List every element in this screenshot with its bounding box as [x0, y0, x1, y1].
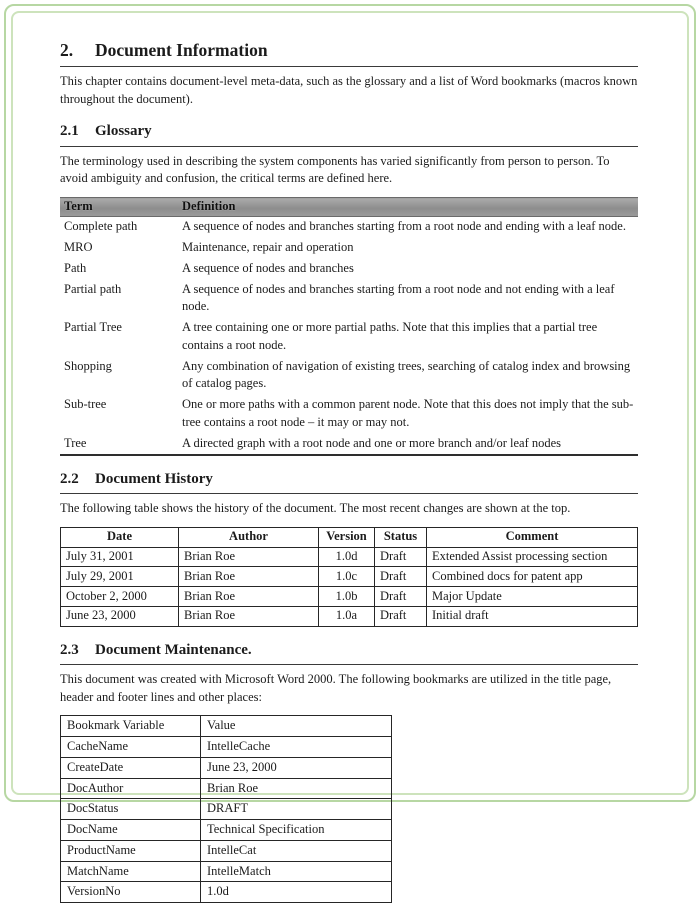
- variable-cell: DocAuthor: [61, 778, 201, 799]
- date-cell: October 2, 2000: [61, 587, 179, 607]
- table-row: [60, 216, 638, 237]
- history-header-status: Status: [375, 527, 427, 547]
- comment-cell: Major Update: [427, 587, 638, 607]
- value-cell: 1.0d: [201, 882, 392, 903]
- author-cell: Brian Roe: [179, 587, 319, 607]
- history-intro: The following table shows the history of the document. The most recent changes are shown at the top.: [60, 501, 571, 516]
- table-row: [61, 820, 392, 841]
- table-row: [61, 606, 638, 626]
- history-header-date: Date: [61, 527, 179, 547]
- definition-cell: Maintenance, repair and operation: [182, 240, 354, 255]
- table-row: [61, 882, 392, 903]
- term-cell: Tree: [64, 435, 87, 450]
- bookmark-table: [60, 715, 392, 903]
- status-cell: Draft: [375, 606, 427, 626]
- heading-title: Document History: [95, 470, 213, 487]
- term-cell: Shopping: [64, 358, 112, 373]
- glossary-intro: The terminology used in describing the system components has varied significantly from person to person. To avoid ambiguity and confusion, the critical terms are defined here.: [60, 153, 610, 186]
- status-cell: Draft: [375, 547, 427, 567]
- heading-number: 2.3: [60, 641, 79, 658]
- section-heading-2-3: [60, 640, 638, 661]
- term-cell: Partial path: [64, 281, 122, 296]
- value-cell: IntelleCache: [201, 737, 392, 758]
- table-row: [61, 861, 392, 882]
- definition-cell: A directed graph with a root node and one or more branch and/or leaf nodes: [182, 435, 562, 450]
- variable-cell: CreateDate: [61, 757, 201, 778]
- history-header-author: Author: [179, 527, 319, 547]
- term-cell: Path: [64, 260, 87, 275]
- value-cell: Technical Specification: [201, 820, 392, 841]
- version-cell: 1.0a: [319, 606, 375, 626]
- table-row: [61, 778, 392, 799]
- comment-cell: Extended Assist processing section: [427, 547, 638, 567]
- date-cell: June 23, 2000: [61, 606, 179, 626]
- variable-cell: VersionNo: [61, 882, 201, 903]
- table-row: [60, 279, 638, 318]
- definition-cell: Any combination of navigation of existing trees, searching of catalog index and browsing of catalog pages.: [182, 358, 631, 391]
- heading-rule: [60, 493, 638, 494]
- history-header-comment: Comment: [427, 527, 638, 547]
- definition-cell: A sequence of nodes and branches starting from a root node and not ending with a leaf node.: [182, 281, 615, 314]
- value-cell: Brian Roe: [201, 778, 392, 799]
- glossary-table: [60, 197, 638, 456]
- heading-number: 2.1: [60, 123, 79, 140]
- date-cell: July 31, 2001: [61, 547, 179, 567]
- bookmark-header-row: [61, 716, 392, 737]
- version-cell: 1.0c: [319, 567, 375, 587]
- glossary-header-row: [60, 198, 638, 217]
- comment-cell: Combined docs for patent app: [427, 567, 638, 587]
- table-row: [60, 238, 638, 259]
- glossary-header-term: Term: [60, 198, 178, 217]
- history-table: [60, 527, 638, 627]
- maintenance-intro: This document was created with Microsoft Word 2000. The following bookmarks are utilized in the title page, header and footer lines and other places:: [60, 671, 612, 704]
- term-cell: Partial Tree: [64, 320, 122, 335]
- table-row: [61, 737, 392, 758]
- table-row: [61, 567, 638, 587]
- table-row: [60, 395, 638, 434]
- table-row: [60, 318, 638, 357]
- value-cell: June 23, 2000: [201, 757, 392, 778]
- date-cell: July 29, 2001: [61, 567, 179, 587]
- heading-rule: [60, 66, 638, 67]
- variable-cell: DocStatus: [61, 799, 201, 820]
- table-row: [60, 258, 638, 279]
- table-row: [61, 840, 392, 861]
- heading-rule: [60, 664, 638, 665]
- value-cell: IntelleCat: [201, 840, 392, 861]
- version-cell: 1.0b: [319, 587, 375, 607]
- history-header-version: Version: [319, 527, 375, 547]
- variable-cell: MatchName: [61, 861, 201, 882]
- heading-title: Document Information: [95, 40, 268, 60]
- value-cell: DRAFT: [201, 799, 392, 820]
- table-row: [61, 547, 638, 567]
- definition-cell: One or more paths with a common parent node. Note that this does not imply that the sub-tree contains a root node – it may or may not.: [182, 397, 634, 429]
- term-cell: Complete path: [64, 219, 138, 234]
- term-cell: MRO: [64, 240, 93, 255]
- value-cell: IntelleMatch: [201, 861, 392, 882]
- section-heading-2-1: [60, 121, 638, 142]
- heading-title: Glossary: [95, 123, 152, 140]
- term-cell: Sub-tree: [64, 397, 107, 412]
- variable-cell: ProductName: [61, 840, 201, 861]
- heading-number: 2.: [60, 40, 74, 60]
- heading-number: 2.2: [60, 470, 79, 487]
- glossary-header-definition: Definition: [178, 198, 638, 217]
- section-heading-2: [60, 38, 638, 63]
- table-row: [60, 356, 638, 395]
- section-2-intro: This chapter contains document-level meta-data, such as the glossary and a list of Word bookmarks (macros known throughout the document).: [60, 73, 638, 106]
- table-row: [60, 433, 638, 455]
- comment-cell: Initial draft: [427, 606, 638, 626]
- definition-cell: A sequence of nodes and branches: [182, 260, 354, 275]
- version-cell: 1.0d: [319, 547, 375, 567]
- author-cell: Brian Roe: [179, 606, 319, 626]
- table-row: [61, 757, 392, 778]
- document-page: [60, 26, 638, 903]
- bookmark-header-value: Value: [201, 716, 392, 737]
- variable-cell: CacheName: [61, 737, 201, 758]
- history-header-row: [61, 527, 638, 547]
- heading-rule: [60, 146, 638, 147]
- bookmark-header-variable: Bookmark Variable: [61, 716, 201, 737]
- status-cell: Draft: [375, 567, 427, 587]
- definition-cell: A tree containing one or more partial paths. Note that this implies that a partial tree contains a root node.: [182, 320, 598, 352]
- status-cell: Draft: [375, 587, 427, 607]
- author-cell: Brian Roe: [179, 567, 319, 587]
- table-row: [61, 799, 392, 820]
- definition-cell: A sequence of nodes and branches starting from a root node and ending with a leaf node.: [182, 219, 626, 234]
- heading-title: Document Maintenance.: [95, 641, 252, 658]
- author-cell: Brian Roe: [179, 547, 319, 567]
- table-row: [61, 587, 638, 607]
- variable-cell: DocName: [61, 820, 201, 841]
- section-heading-2-2: [60, 469, 638, 490]
